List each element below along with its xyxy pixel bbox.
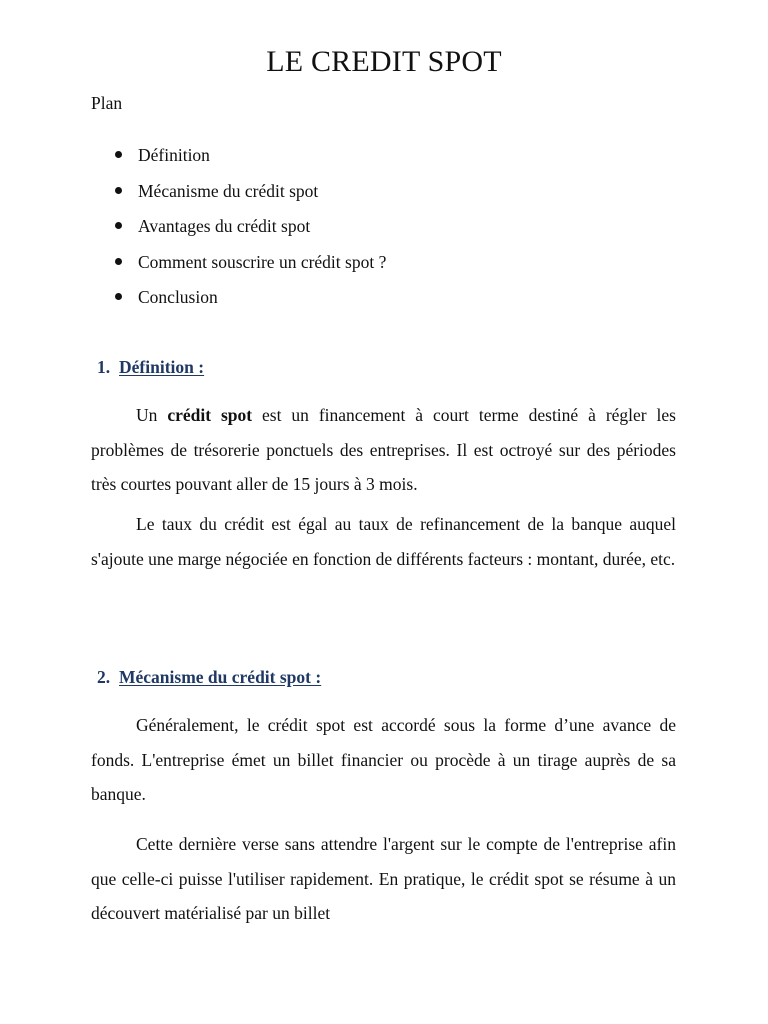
paragraph bbox=[91, 398, 676, 502]
bullet-icon bbox=[115, 187, 122, 194]
bullet-icon bbox=[115, 222, 122, 229]
bullet-icon bbox=[115, 293, 122, 300]
paragraph bbox=[91, 507, 676, 576]
bullet-icon bbox=[115, 151, 122, 158]
document-title: LE CREDIT SPOT bbox=[266, 45, 502, 78]
paragraph-text: est un financement à court terme destiné à régler les problèmes de trésorerie ponctuels des entreprises. Il est octroyé sur des périodes très courtes pouvant aller de 15 jours à 3 mois. bbox=[91, 405, 676, 494]
section-number: 2. bbox=[97, 667, 111, 687]
section-heading-text: Définition : bbox=[119, 357, 205, 377]
paragraph bbox=[91, 827, 676, 931]
plan-item-text: Conclusion bbox=[138, 287, 218, 308]
paragraph-text: Un bbox=[136, 405, 168, 425]
bold-term: crédit spot bbox=[167, 405, 253, 425]
plan-label: Plan bbox=[91, 93, 123, 113]
section-heading-definition bbox=[97, 355, 204, 379]
plan-item-text: Avantages du crédit spot bbox=[138, 216, 311, 237]
bullet-icon bbox=[115, 258, 122, 265]
section-number: 1. bbox=[97, 357, 111, 377]
plan-item-text: Définition bbox=[138, 145, 210, 165]
section-heading-text: Mécanisme du crédit spot : bbox=[119, 667, 322, 687]
paragraph-text: Cette dernière verse sans attendre l'argent sur le compte de l'entreprise afin que celle-ci puisse l'utiliser rapidement. En pratique, le crédit spot se résume à un découvert matérialisé par un billet bbox=[91, 834, 676, 923]
plan-item-text: Mécanisme du crédit spot bbox=[138, 180, 319, 201]
paragraph-text: Le taux du crédit est égal au taux de refinancement de la banque auquel s'ajoute une marge négociée en fonction de différents facteurs : montant, durée, etc. bbox=[91, 514, 676, 569]
paragraph-text: Généralement, le crédit spot est accordé sous la forme d’une avance de fonds. L'entreprise émet un billet financier ou procède à un tirage auprès de sa banque. bbox=[91, 715, 676, 804]
plan-item-text: Comment souscrire un crédit spot ? bbox=[138, 251, 387, 272]
paragraph bbox=[91, 708, 676, 812]
section-heading-mecanisme bbox=[97, 665, 321, 689]
